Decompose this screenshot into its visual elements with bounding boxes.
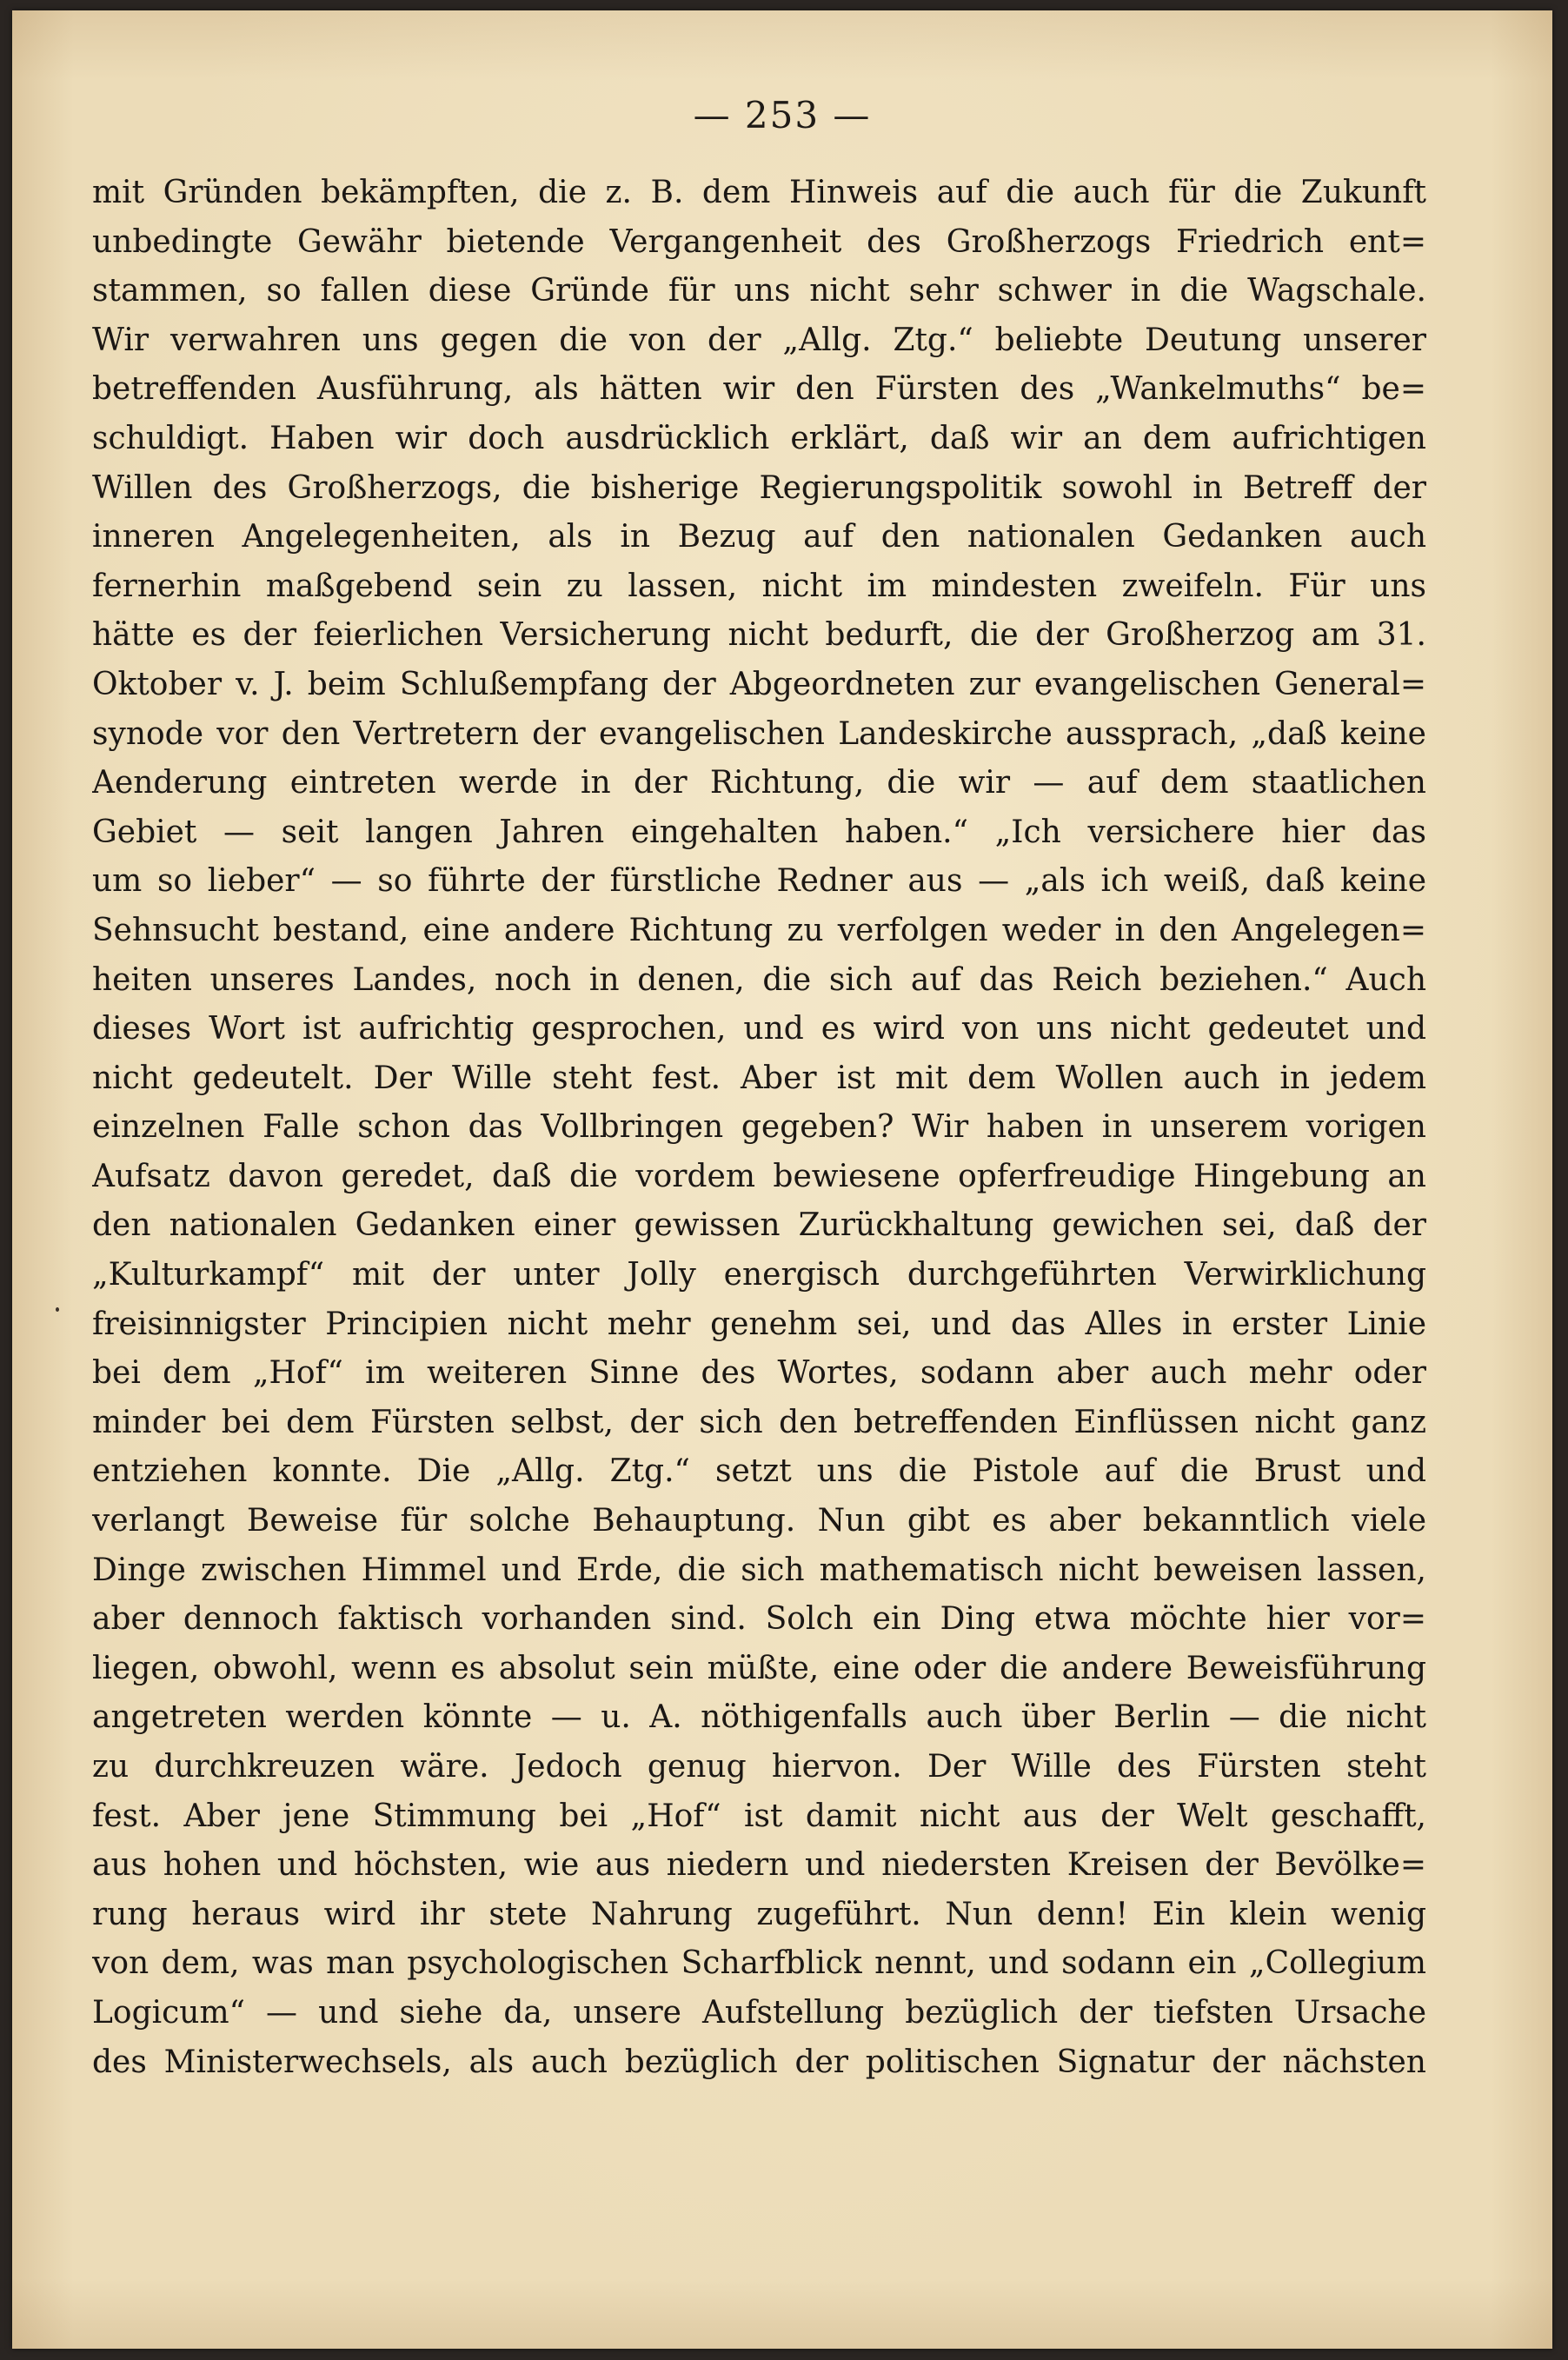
text-line: heiten unseres Landes, noch in denen, die sich auf das Reich beziehen.“ Auch — [92, 961, 1426, 998]
text-line: freisinnigster Principien nicht mehr genehm sei, und das Alles in erster Linie — [92, 1306, 1426, 1342]
text-line: Aenderung eintreten werde in der Richtung, die wir — auf dem staatlichen — [92, 765, 1426, 801]
text-line: Wir verwahren uns gegen die von der „Allg. Ztg.“ beliebte Deutung unserer — [92, 322, 1426, 358]
text-line: Sehnsucht bestand, eine andere Richtung zu verfolgen weder in den Angelegen= — [92, 912, 1426, 948]
text-line: Oktober v. J. beim Schlußempfang der Abgeordneten zur evangelischen General= — [92, 666, 1426, 702]
text-line: Willen des Großherzogs, die bisherige Regierungspolitik sowohl in Betreff der — [92, 469, 1426, 506]
text-line: stammen, so fallen diese Gründe für uns nicht sehr schwer in die Wagschale. — [92, 273, 1426, 309]
book-page — [12, 10, 1552, 2349]
text-line: „Kulturkampf“ mit der unter Jolly energisch durchgeführten Verwirklichung — [92, 1257, 1426, 1293]
body-text — [92, 169, 1426, 2087]
text-line: angetreten werden könnte — u. A. nöthigenfalls auch über Berlin — die nicht — [92, 1699, 1426, 1736]
text-line: inneren Angelegenheiten, als in Bezug auf den nationalen Gedanken auch — [92, 519, 1426, 555]
text-line: minder bei dem Fürsten selbst, der sich den betreffenden Einflüssen nicht ganz — [92, 1404, 1426, 1440]
text-line: Dinge zwischen Himmel und Erde, die sich mathematisch nicht beweisen lassen, — [92, 1552, 1426, 1588]
text-line: schuldigt. Haben wir doch ausdrücklich erklärt, daß wir an dem aufrichtigen — [92, 420, 1426, 456]
text-line: liegen, obwohl, wenn es absolut sein müßte, eine oder die andere Beweisführung — [92, 1650, 1426, 1686]
text-line: zu durchkreuzen wäre. Jedoch genug hiervon. Der Wille des Fürsten steht — [92, 1749, 1426, 1785]
text-line: nicht gedeutelt. Der Wille steht fest. Aber ist mit dem Wollen auch in jedem — [92, 1060, 1426, 1096]
text-line: betreffenden Ausführung, als hätten wir den Fürsten des „Wankelmuths“ be= — [92, 371, 1426, 408]
text-line: aus hohen und höchsten, wie aus niedern und niedersten Kreisen der Bevölke= — [92, 1847, 1426, 1884]
text-line: Gebiet — seit langen Jahren eingehalten haben.“ „Ich versichere hier das — [92, 814, 1426, 850]
text-line: hätte es der feierlichen Versicherung nicht bedurft, die der Großherzog am 31. — [92, 617, 1426, 654]
text-line: aber dennoch faktisch vorhanden sind. Solch ein Ding etwa möchte hier vor= — [92, 1601, 1426, 1638]
text-line: bei dem „Hof“ im weiteren Sinne des Wortes, sodann aber auch mehr oder — [92, 1355, 1426, 1392]
text-line: fest. Aber jene Stimmung bei „Hof“ ist damit nicht aus der Welt geschafft, — [92, 1798, 1426, 1834]
text-line: um so lieber“ — so führte der fürstliche Redner aus — „als ich weiß, daß keine — [92, 863, 1426, 900]
page-number: — 253 — — [693, 94, 872, 136]
text-line: den nationalen Gedanken einer gewissen Zurückhaltung gewichen sei, daß der — [92, 1207, 1426, 1244]
text-line: rung heraus wird ihr stete Nahrung zugeführt. Nun denn! Ein klein wenig — [92, 1896, 1426, 1932]
text-line: verlangt Beweise für solche Behauptung. Nun gibt es aber bekanntlich viele — [92, 1503, 1426, 1539]
text-line: des Ministerwechsels, als auch bezüglich der politischen Signatur der nächsten — [92, 2044, 1426, 2080]
text-line: unbedingte Gewähr bietende Vergangenheit des Großherzogs Friedrich ent= — [92, 223, 1426, 260]
text-line: Logicum“ — und siehe da, unsere Aufstellung bezüglich der tiefsten Ursache — [92, 1994, 1426, 2031]
text-line: fernerhin maßgebend sein zu lassen, nicht im mindesten zweifeln. Für uns — [92, 568, 1426, 604]
text-line: Aufsatz davon geredet, daß die vordem bewiesene opferfreudige Hingebung an — [92, 1158, 1426, 1194]
text-line: von dem, was man psychologischen Scharfblick nennt, und sodann ein „Collegium — [92, 1945, 1426, 1982]
text-line: mit Gründen bekämpften, die z. B. dem Hinweis auf die auch für die Zukunft — [92, 175, 1426, 210]
text-line: synode vor den Vertretern der evangelischen Landeskirche aussprach, „daß keine — [92, 715, 1426, 752]
ink-speck — [56, 1307, 59, 1312]
text-line: dieses Wort ist aufrichtig gesprochen, und es wird von uns nicht gedeutet und — [92, 1011, 1426, 1047]
text-line: entziehen konnte. Die „Allg. Ztg.“ setzt uns die Pistole auf die Brust und — [92, 1453, 1426, 1490]
text-line: einzelnen Falle schon das Vollbringen gegeben? Wir haben in unserem vorigen — [92, 1109, 1426, 1146]
